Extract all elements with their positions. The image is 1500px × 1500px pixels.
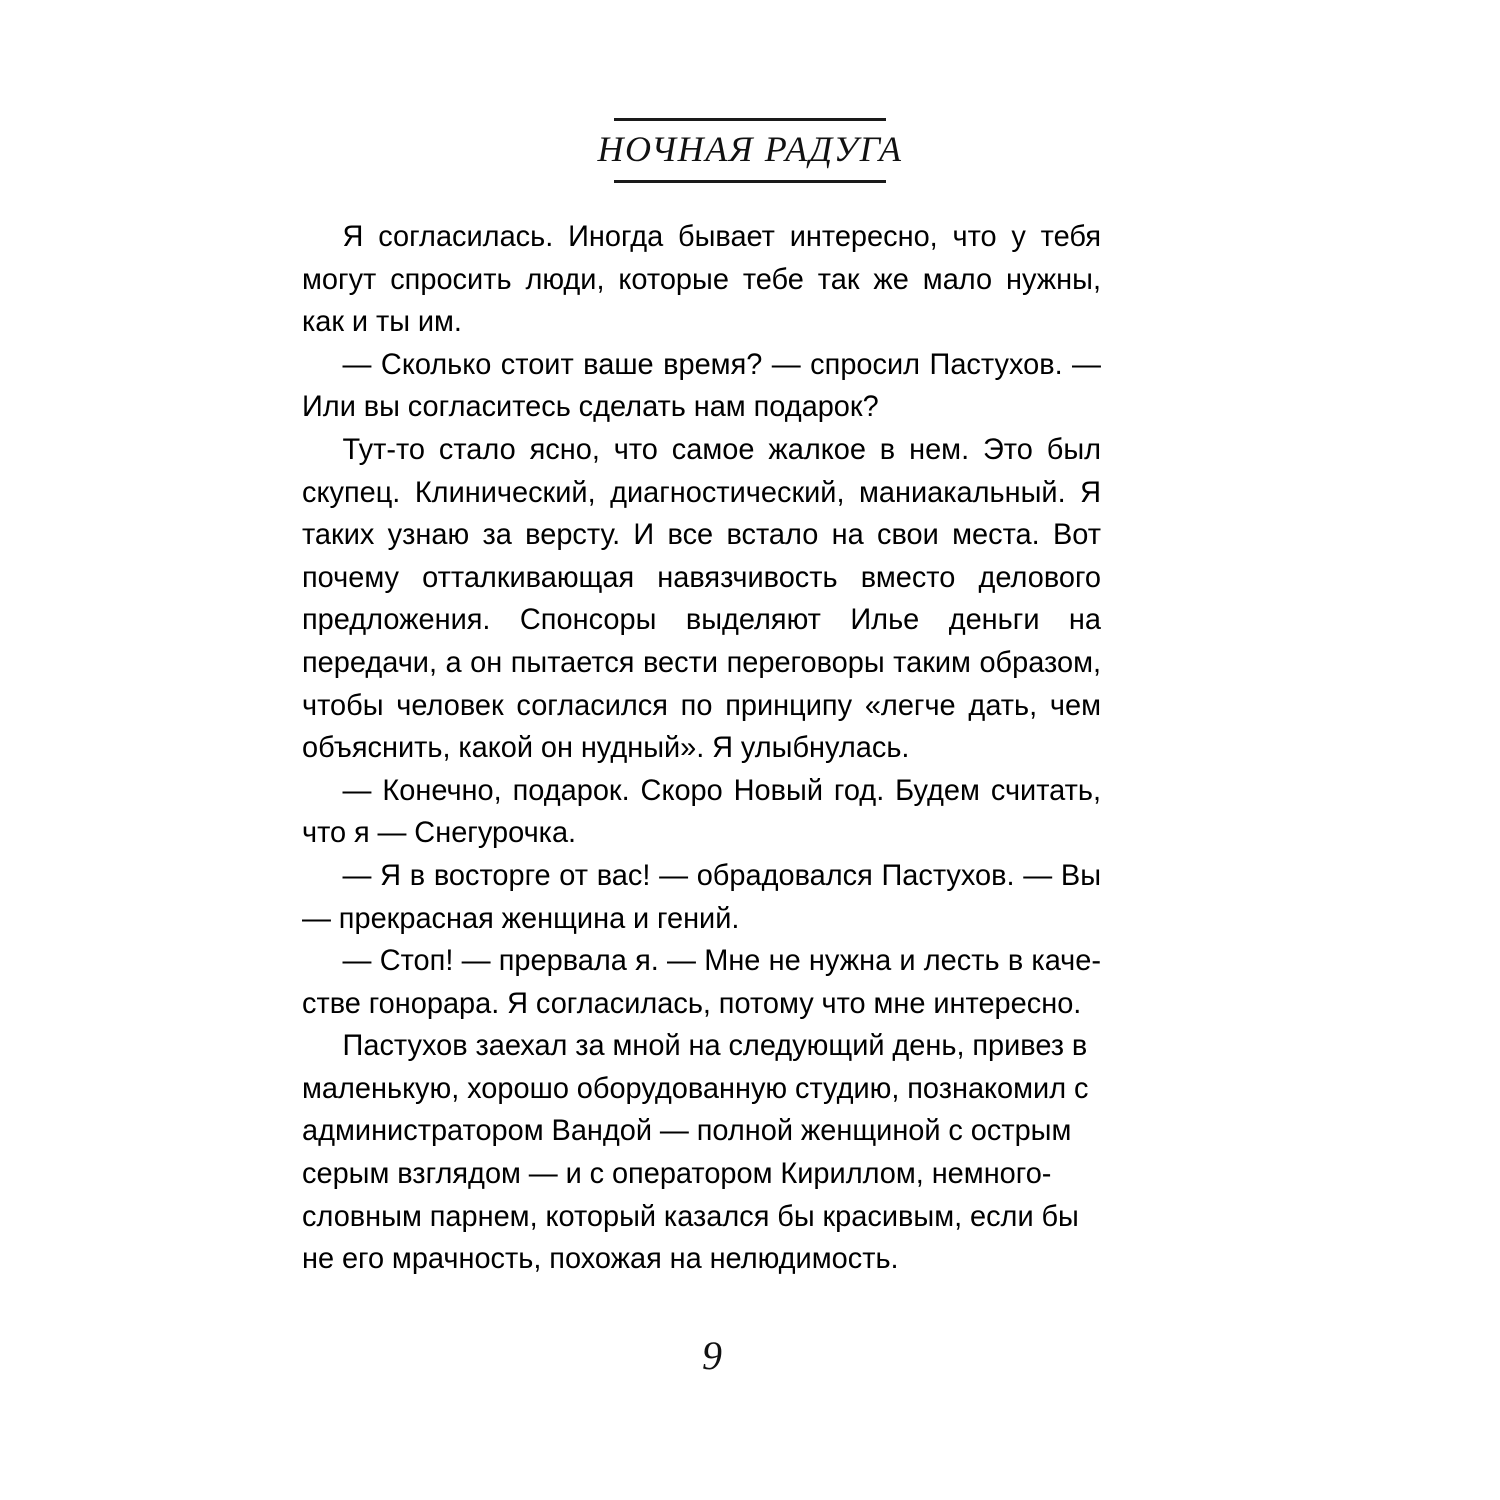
paragraph: Я согласилась. Иногда бывает интересно, что у тебя могут спросить люди, которые тебе так же мало нужны, как и ты им. [302,220,1102,339]
paragraph: — Стоп! — прервала я. — Мне не нужна и лесть в качестве гонорара. Я согласилась, потому что мне интересно. [302,944,1102,1020]
body-text-column [302,216,1130,1281]
running-head-title: НОЧНАЯ РАДУГА [597,129,903,169]
paragraph: Тут-то стало ясно, что самое жалкое в нем. Это был скупец. Клинический, диагностический, маниакальный. Я таких узнаю за версту. И все встало на свои места. Вот почему отталкивающая навязчивость вместо делового предложения. Спонсоры выделяют Илье деньги на передачи, а он пытается вести переговоры таким образом, чтобы человек согласился по принципу «легче дать, чем объяснить, какой он нудный». Я улыбнулась. [302,432,1102,765]
page-number: 9 [702,1333,722,1378]
running-head [0,118,1500,183]
paragraph: — Я в восторге от вас! — обрадовался Пастухов. — Вы — прекрасная женщина и гений. [302,858,1102,935]
paragraph: — Сколько стоит ваше время? — спросил Пастухов. — Или вы согласитесь сделать нам подарок? [302,347,1102,424]
paragraph: Пастухов заехал за мной на следующий день, привез в маленькую, хорошо оборудованную студию, познакомил с администратором Вандой — полной женщиной с острым серым взглядом — и с оператором Кириллом, немногословным парнем, который казался бы красивым, если бы не его мрачность, похожая на нелюдимость. [302,1029,1089,1276]
running-head-rule-bottom [614,180,886,183]
paragraph: — Конечно, подарок. Скоро Новый год. Будем считать, что я — Снегурочка. [302,773,1102,850]
page-footer [0,1332,1500,1380]
running-head-rule-top [614,118,886,121]
